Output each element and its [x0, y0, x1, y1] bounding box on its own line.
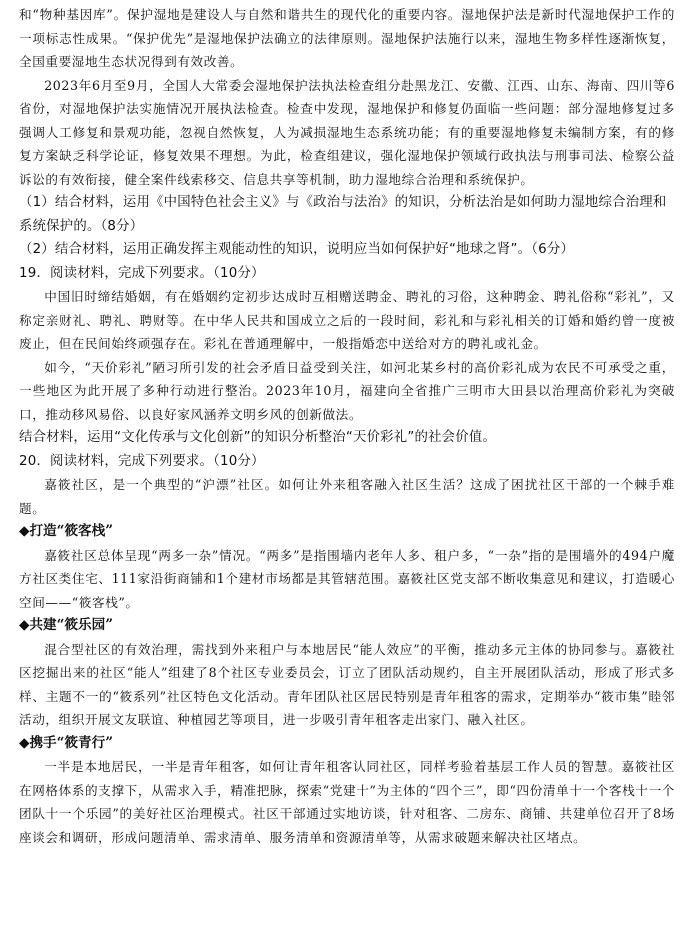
question-18-part-2: （2）结合材料，运用正确发挥主观能动性的知识，说明应当如何保护好“地球之肾”。（6分）	[19, 242, 575, 257]
community-intro-paragraph: 嘉筱社区，是一个典型的“沪漂”社区。如何让外来租客融入社区生活？这成了困扰社区干部的一个棘手难题。	[19, 477, 675, 516]
wetland-inspection-paragraph: 2023年6月至9月，全国人大常委会湿地保护法执法检查组分赴黑龙江、安徽、江西、山东、海南、四川等6省份，对湿地保护法实施情况开展执法检查。检查中发现，湿地保护和修复仍面临一些问题：部分湿地修复过多强调人工修复和景观功能，忽视自然恢复，人为减损湿地生态系统功能；有的重要湿地修复未编制方案，有的修复方案缺乏科学论证，修复效果不理想。为此，检查组建议，强化湿地保护领域行政执法与刑事司法、检察公益诉讼的有效衔接，健全案件线索移交、信息共享等机制，助力湿地综合治理和系统保护。	[19, 77, 675, 187]
bride-price-today-paragraph: 如今，“天价彩礼”陋习所引发的社会矛盾日益受到关注，如河北某乡村的高价彩礼成为农民不可承受之重，一些地区为此开展了多种行动进行整治。2023年10月，福建向全省推广三明市大田县以治理高价彩礼为突破口，推动移风易俗、以良好家风涵养文明乡风的创新做法。	[19, 359, 675, 422]
section-body-inn: 嘉筱社区总体呈现“两多一杂”情况。“两多”是指围墙内老年人多、租户多，“一杂”指的是围墙外的494户魔方社区类住宅、111家沿街商铺和1个建材市场都是其管辖范围。嘉筱社区党支部不断收集意见和建议，打造暖心空间——“筱客栈”。	[19, 547, 675, 610]
bride-price-history-paragraph: 中国旧时缔结婚姻，有在婚姻约定初步达成时互相赠送聘金、聘礼的习俗，这种聘金、聘礼俗称“彩礼”，又称定亲财礼、聘礼、聘财等。在中华人民共和国成立之后的一段时间，彩礼和与彩礼相关的订婚和婚约曾一度被废止，但在民间始终顽强存在。彩礼在普通理解中，一般指婚恋中送给对方的聘礼或礼金。	[19, 289, 675, 351]
section-body-youth: 一半是本地居民，一半是青年租客，如何让青年租客认同社区，同样考验着基层工作人员的智慧。嘉筱社区在网格体系的支撑下，从需求入手，精准把脉，探索“党建十”为主体的“四个三”，即“四份清单十一个客栈十一个团队十一个乐园”的美好社区治理模式。社区干部通过实地访谈，针对租客、二房东、商铺、共建单位召开了8场座谈会和调研，形成问题清单、需求清单、服务清单和资源清单等，从需求破题来解决社区堵点。	[19, 759, 675, 845]
section-heading-inn: ◆打造“筱客栈”	[19, 523, 114, 539]
section-heading-park: ◆共建“筱乐园”	[19, 617, 114, 633]
question-18-part-1: （1）结合材料，运用《中国特色社会主义》与《政治与法治》的知识，分析法治是如何助力湿地综合治理和系统保护的。（8分）	[19, 195, 667, 234]
question-20-heading: 20．阅读材料，完成下列要求。（10分）	[19, 453, 265, 469]
question-19-task: 结合材料，运用“文化传承与文化创新”的知识分析整治“天价彩礼”的社会价值。	[19, 430, 497, 445]
question-19-heading: 19．阅读材料，完成下列要求。（10分）	[19, 265, 265, 281]
section-heading-youth: ◆携手“筱青行”	[19, 734, 114, 751]
section-body-park: 混合型社区的有效治理，需找到外来租户与本地居民“能人效应”的平衡，推动多元主体的协同参与。嘉筱社区挖掘出来的社区“能人”组建了8个社区专业委员会，订立了团队活动规约，自主开展团队活动，形成了形式多样、主题不一的“筱系列”社区特色文化活动。青年团队社区居民特别是青年租客的需求，定期举办“筱市集”睦邻活动，组织开展文友联谊、种植园艺等项目，进一步吸引青年租客走出家门、融入社区。	[19, 641, 675, 727]
wetland-material-tail: 和“物种基因库”。保护湿地是建设人与自然和谐共生的现代化的重要内容。湿地保护法是新时代湿地保护工作的一项标志性成果。“保护优先”是湿地保护法确立的法律原则。湿地保护法施行以来，湿地生物多样性逐渐恢复，全国重要湿地生态状况得到有效改善。	[19, 7, 675, 69]
